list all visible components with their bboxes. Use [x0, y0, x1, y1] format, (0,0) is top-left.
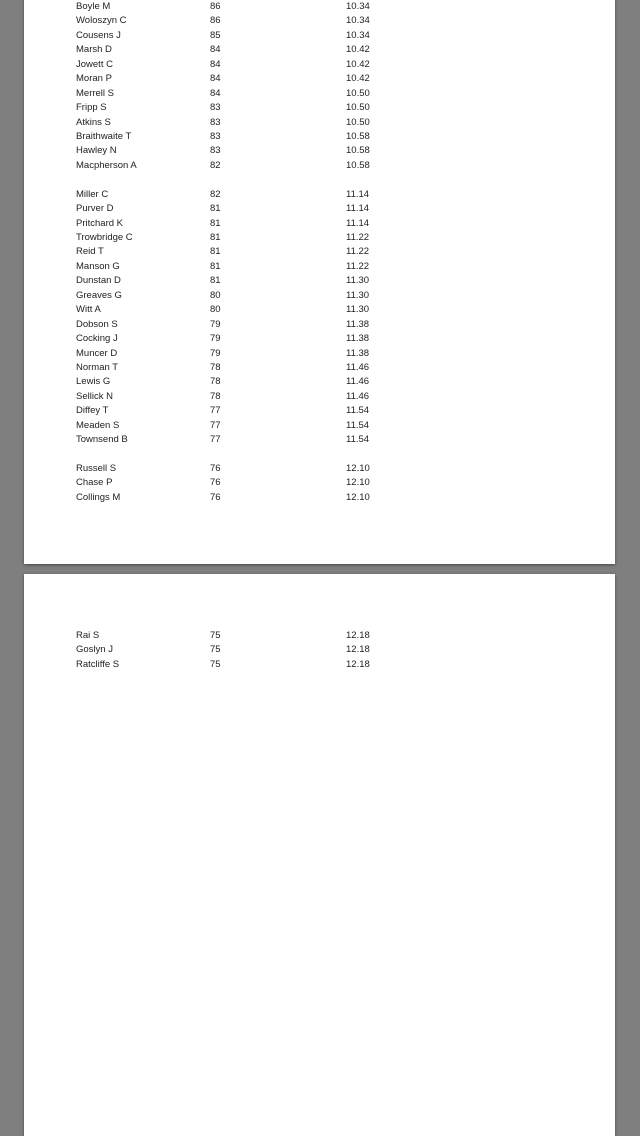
score-cell: 83 — [210, 145, 221, 157]
score-cell: 82 — [210, 188, 221, 200]
table-row — [76, 245, 476, 259]
name-cell: Greaves G — [76, 289, 122, 301]
time-cell: 12.10 — [346, 477, 370, 489]
table-row — [76, 159, 476, 173]
score-cell: 75 — [210, 630, 221, 641]
score-cell: 81 — [210, 246, 221, 258]
table-row — [76, 72, 476, 86]
time-cell: 11.30 — [346, 304, 370, 316]
table-row — [76, 318, 476, 332]
score-cell: 80 — [210, 289, 221, 301]
table-row — [76, 58, 476, 72]
time-cell: 11.46 — [346, 390, 370, 402]
table-row — [76, 289, 476, 303]
score-cell: 75 — [210, 644, 221, 656]
score-cell: 79 — [210, 318, 221, 330]
name-cell: Witt A — [76, 304, 101, 316]
time-cell: 10.42 — [346, 73, 370, 85]
time-cell: 12.10 — [346, 491, 370, 503]
table-row — [76, 404, 476, 418]
table-row — [76, 462, 476, 476]
score-cell: 77 — [210, 434, 221, 446]
score-cell: 84 — [210, 58, 221, 70]
name-cell: Ratcliffe S — [76, 658, 120, 670]
time-cell: 11.38 — [346, 318, 370, 330]
time-cell: 11.30 — [346, 275, 370, 287]
name-cell: Townsend B — [76, 434, 128, 446]
time-cell: 12.18 — [346, 630, 370, 641]
score-cell: 81 — [210, 260, 221, 272]
table-row — [76, 303, 476, 317]
table-row — [76, 390, 476, 404]
score-cell: 78 — [210, 390, 221, 402]
name-cell: Dunstan D — [76, 275, 121, 287]
time-cell: 11.14 — [346, 203, 370, 215]
time-cell: 11.22 — [346, 232, 370, 243]
table-row — [76, 433, 476, 447]
name-cell: Jowett C — [76, 58, 113, 70]
table-row — [76, 202, 476, 216]
name-cell: Cocking J — [76, 333, 118, 345]
time-cell: 10.50 — [346, 102, 370, 114]
name-cell: Dobson S — [76, 318, 118, 330]
table-row — [76, 101, 476, 115]
document-page-1 — [24, 0, 615, 564]
results-list-page-1 — [76, 0, 476, 505]
name-cell: Collings M — [76, 491, 121, 503]
table-row — [76, 29, 476, 43]
group-spacer — [76, 173, 476, 187]
table-row — [76, 116, 476, 130]
time-cell: 11.54 — [346, 434, 370, 446]
time-cell: 11.54 — [346, 405, 370, 417]
name-cell: Diffey T — [76, 405, 109, 417]
name-cell: Norman T — [76, 361, 119, 373]
time-cell: 10.34 — [346, 15, 370, 27]
name-cell: Macpherson A — [76, 159, 137, 171]
name-cell: Rai S — [76, 630, 100, 641]
time-cell: 11.14 — [346, 188, 370, 200]
time-cell: 10.58 — [346, 159, 370, 171]
name-cell: Trowbridge C — [76, 232, 133, 243]
score-cell: 83 — [210, 130, 221, 142]
time-cell: 10.42 — [346, 58, 370, 70]
time-cell: 12.10 — [346, 463, 370, 474]
score-cell: 83 — [210, 116, 221, 128]
name-cell: Meaden S — [76, 419, 120, 431]
name-cell: Sellick N — [76, 390, 113, 402]
time-cell: 10.50 — [346, 116, 370, 128]
name-cell: Muncer D — [76, 347, 118, 359]
name-cell: Marsh D — [76, 44, 112, 56]
name-cell: Fripp S — [76, 102, 107, 114]
name-cell: Purver D — [76, 203, 114, 215]
results-list-page-2 — [76, 629, 476, 672]
table-row — [76, 0, 476, 14]
time-cell: 10.34 — [346, 1, 370, 12]
score-cell: 82 — [210, 159, 221, 171]
time-cell: 10.42 — [346, 44, 370, 56]
time-cell: 10.34 — [346, 29, 370, 41]
time-cell: 10.58 — [346, 130, 370, 142]
name-cell: Atkins S — [76, 116, 111, 128]
table-row — [76, 361, 476, 375]
time-cell: 11.46 — [346, 361, 370, 373]
score-cell: 84 — [210, 44, 221, 56]
score-cell: 80 — [210, 304, 221, 316]
table-row — [76, 87, 476, 101]
name-cell: Cousens J — [76, 29, 121, 41]
time-cell: 12.18 — [346, 658, 370, 670]
time-cell: 11.22 — [346, 246, 370, 258]
name-cell: Braithwaite T — [76, 130, 132, 142]
table-row — [76, 188, 476, 202]
score-cell: 81 — [210, 203, 221, 215]
score-cell: 81 — [210, 217, 221, 229]
time-cell: 11.38 — [346, 333, 370, 345]
name-cell: Boyle M — [76, 1, 111, 12]
time-cell: 11.38 — [346, 347, 370, 359]
table-row — [76, 643, 476, 657]
table-row — [76, 43, 476, 57]
time-cell: 11.30 — [346, 289, 370, 301]
score-cell: 79 — [210, 347, 221, 359]
score-cell: 86 — [210, 1, 221, 12]
table-row — [76, 419, 476, 433]
table-row — [76, 217, 476, 231]
score-cell: 81 — [210, 232, 221, 243]
time-cell: 11.46 — [346, 376, 370, 388]
table-row — [76, 375, 476, 389]
score-cell: 77 — [210, 419, 221, 431]
time-cell: 11.14 — [346, 217, 370, 229]
table-row — [76, 14, 476, 28]
group-spacer — [76, 448, 476, 462]
score-cell: 78 — [210, 361, 221, 373]
time-cell: 11.22 — [346, 260, 370, 272]
name-cell: Reid T — [76, 246, 104, 258]
table-row — [76, 332, 476, 346]
score-cell: 76 — [210, 477, 221, 489]
name-cell: Woloszyn C — [76, 15, 127, 27]
score-cell: 75 — [210, 658, 221, 670]
score-cell: 77 — [210, 405, 221, 417]
name-cell: Miller C — [76, 188, 109, 200]
table-row — [76, 231, 476, 245]
name-cell: Russell S — [76, 463, 117, 474]
name-cell: Lewis G — [76, 376, 111, 388]
score-cell: 86 — [210, 15, 221, 27]
table-row — [76, 144, 476, 158]
document-page-2 — [24, 574, 615, 1136]
time-cell: 10.58 — [346, 145, 370, 157]
name-cell: Pritchard K — [76, 217, 123, 229]
table-row — [76, 491, 476, 505]
name-cell: Manson G — [76, 260, 120, 272]
name-cell: Hawley N — [76, 145, 117, 157]
score-cell: 81 — [210, 275, 221, 287]
table-row — [76, 347, 476, 361]
score-cell: 79 — [210, 333, 221, 345]
score-cell: 84 — [210, 87, 221, 99]
name-cell: Chase P — [76, 477, 113, 489]
table-row — [76, 274, 476, 288]
name-cell: Merrell S — [76, 87, 115, 99]
table-row — [76, 629, 476, 643]
score-cell: 76 — [210, 463, 221, 474]
time-cell: 10.50 — [346, 87, 370, 99]
table-row — [76, 130, 476, 144]
time-cell: 11.54 — [346, 419, 370, 431]
score-cell: 85 — [210, 29, 221, 41]
score-cell: 83 — [210, 102, 221, 114]
table-row — [76, 658, 476, 672]
table-row — [76, 260, 476, 274]
name-cell: Goslyn J — [76, 644, 113, 656]
table-row — [76, 476, 476, 490]
score-cell: 84 — [210, 73, 221, 85]
score-cell: 78 — [210, 376, 221, 388]
score-cell: 76 — [210, 491, 221, 503]
time-cell: 12.18 — [346, 644, 370, 656]
name-cell: Moran P — [76, 73, 112, 85]
